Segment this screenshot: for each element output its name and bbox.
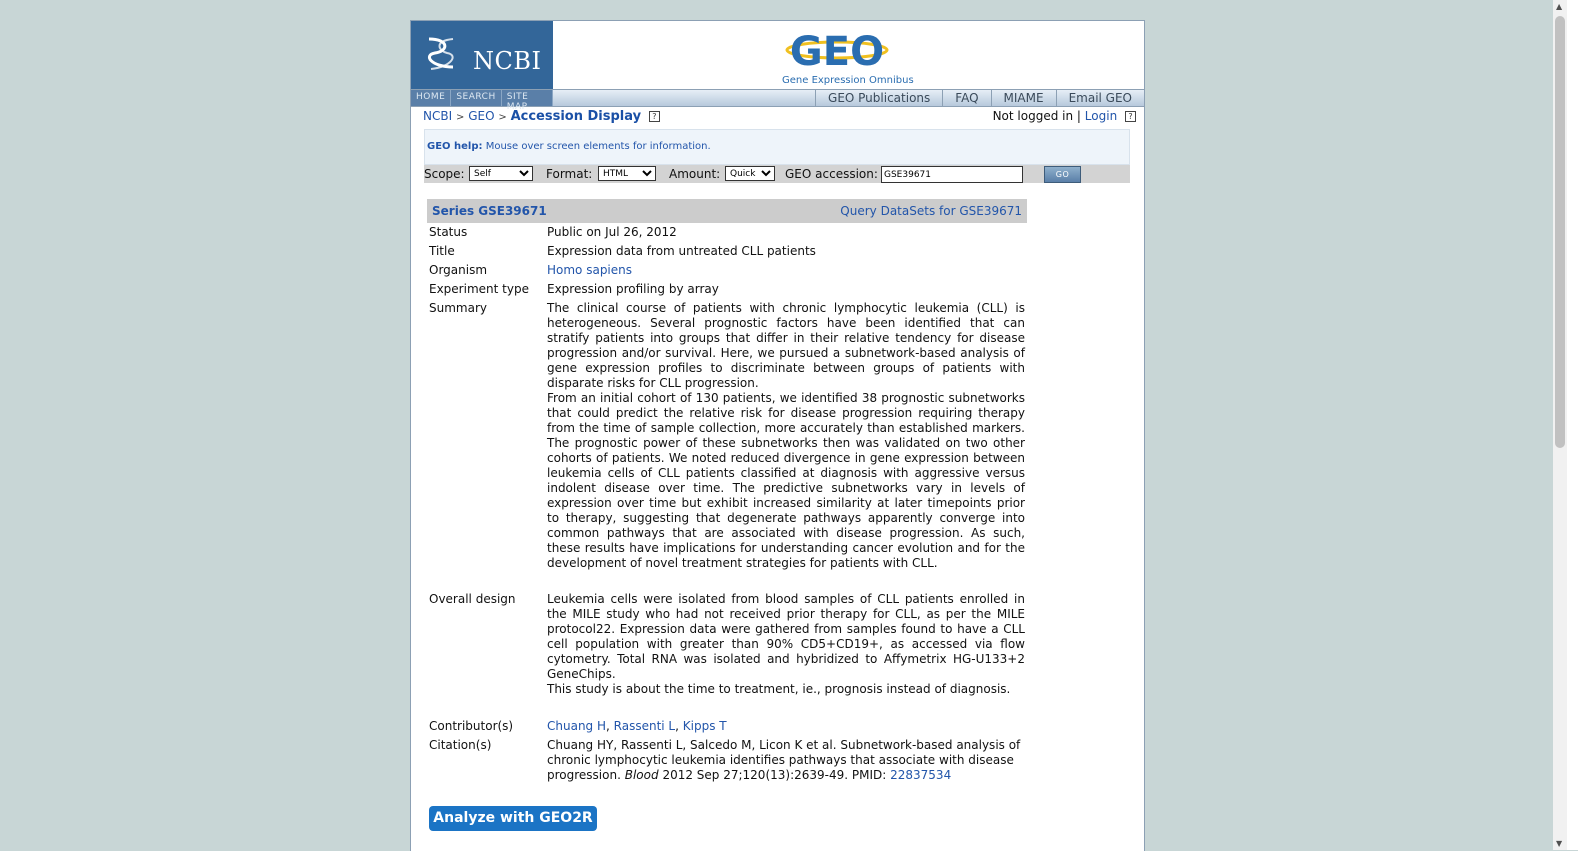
login-divider: |	[1076, 109, 1081, 123]
citation-details: 2012 Sep 27;120(13):2639-49. PMID:	[662, 768, 887, 782]
scope-label: Scope:	[424, 167, 465, 181]
nav-geo-publications[interactable]: GEO Publications	[815, 90, 942, 106]
pmid-link[interactable]: 22837534	[890, 768, 952, 782]
scrollbar[interactable]	[1553, 0, 1567, 850]
organism-label: Organism	[429, 263, 488, 277]
help-text: Mouse over screen elements for information.	[485, 141, 711, 152]
breadcrumb-geo[interactable]: GEO	[468, 109, 495, 123]
accession-label: GEO accession:	[785, 167, 878, 181]
contributor-link[interactable]: Rassenti L	[613, 719, 676, 733]
organism-link[interactable]: Homo sapiens	[547, 263, 633, 277]
nav-faq[interactable]: FAQ	[942, 90, 990, 106]
amount-select[interactable]	[725, 166, 775, 181]
help-label: GEO help:	[427, 141, 483, 152]
nav-email-geo[interactable]: Email GEO	[1056, 90, 1144, 106]
header	[411, 21, 1144, 89]
breadcrumb-separator: >	[498, 112, 507, 123]
help-box	[424, 129, 1130, 165]
page-container	[410, 20, 1145, 851]
series-header	[427, 199, 1027, 223]
go-button[interactable]: GO	[1044, 166, 1081, 183]
citation-body: Chuang HY, Rassenti L, Salcedo M, Licon K et al. Subnetwork-based analysis of chronic lymphocytic leukemia identifies pathways that associate with disease progression.	[547, 738, 1021, 782]
login-area	[993, 109, 1136, 123]
summary-text: The clinical course of patients with chronic lymphocytic leukemia (CLL) is heterogeneous. Several prognostic factors have been identified that can stratify patients into groups that differ in their relative tendency for disease progression and/or survival. Here, we pursued a subnetwork-based analysis of gene expression profiles to discriminate between groups of patients with disparate risks for CLL progression. From an initial cohort of 130 patients, we identified 38 prognostic subnetworks that could predict the relative risk for disease progression requiring therapy from the time of sample collection, more accurately than established markers. The prognostic power of these subnetworks then was validated on two other cohorts of patients. We noted reduced divergence in gene expression between leukemia cells of CLL patients classified at diagnosis with aggressive versus indolent disease over time. The predictive subnetworks vary in levels of expression over time but exhibit increased similarity at later timepoints prior to therapy, suggesting that degenerate pathways apparently converge into common pathways that are associated with disease progression. As such, these results have implications for understanding cancer evolution and for the development of novel treatment strategies for patients with CLL.	[547, 301, 1025, 570]
login-link[interactable]: Login	[1084, 109, 1118, 123]
status-label: Status	[429, 225, 468, 239]
title-value: Expression data from untreated CLL patients	[547, 244, 816, 258]
scroll-up-icon[interactable]: ▲	[1556, 2, 1563, 11]
geo-logo-text: GEO	[789, 29, 885, 73]
scroll-down-icon[interactable]: ▼	[1556, 839, 1563, 848]
help-icon[interactable]: ?	[649, 111, 660, 122]
breadcrumb-current: Accession Display	[510, 109, 642, 124]
overall-design-text: Leukemia cells were isolated from blood samples of CLL patients enrolled in the MILE study who had not received prior therapy for CLL, as per the MILE protocol22. Expression data were gathered from samples found to have a CLL cell population with greater than 90% CD5+CD19+, as accessed via flow cytometry. Total RNA was isolated and hybridized to Affymetrix HG-U133+2 GeneChips. This study is about the time to treatment, ie., prognosis instead of diagnosis.	[547, 592, 1025, 696]
contributor-link[interactable]: Kipps T	[682, 719, 727, 733]
nav-miame[interactable]: MIAME	[991, 90, 1056, 106]
ncbi-nav	[411, 90, 553, 112]
breadcrumb	[423, 109, 660, 124]
experiment-type-label: Experiment type	[429, 282, 529, 296]
format-label: Format:	[546, 167, 593, 181]
amount-label: Amount:	[669, 167, 721, 181]
breadcrumb-separator: >	[455, 112, 465, 123]
help-icon[interactable]: ?	[1125, 111, 1136, 122]
analyze-geo2r-button[interactable]: Analyze with GEO2R	[429, 806, 597, 831]
geo-logo-mark	[781, 27, 893, 73]
format-select[interactable]	[598, 166, 656, 181]
title-label: Title	[429, 244, 455, 258]
dna-helix-icon	[425, 33, 459, 73]
overall-design-label: Overall design	[429, 592, 516, 606]
scrollbar-thumb[interactable]	[1555, 16, 1565, 448]
geo-logo[interactable]	[781, 27, 914, 86]
login-status: Not logged in	[992, 109, 1074, 123]
accession-form	[424, 165, 1130, 183]
citation-text	[547, 738, 1025, 783]
contributor-link[interactable]: Chuang H	[547, 719, 607, 733]
geo-subtitle: Gene Expression Omnibus	[782, 75, 914, 86]
query-datasets-link[interactable]: Query DataSets for GSE39671	[840, 204, 1022, 218]
breadcrumb-ncbi[interactable]: NCBI	[423, 109, 453, 123]
citation-label: Citation(s)	[429, 738, 492, 752]
experiment-type-value: Expression profiling by array	[547, 282, 719, 296]
nav-bar	[411, 89, 1144, 112]
accession-input[interactable]	[881, 166, 1023, 183]
nav-site-map[interactable]: SITE MAP	[502, 90, 553, 106]
scope-select[interactable]	[469, 166, 533, 181]
summary-label: Summary	[429, 301, 487, 315]
contributors-label: Contributor(s)	[429, 719, 514, 733]
nav-search[interactable]: SEARCH	[451, 90, 501, 106]
status-value: Public on Jul 26, 2012	[547, 225, 677, 239]
window-edge	[1567, 0, 1578, 850]
geo-nav	[815, 90, 1144, 106]
citation-journal: Blood	[624, 768, 659, 782]
ncbi-logo[interactable]	[411, 21, 553, 89]
nav-home[interactable]: HOME	[411, 90, 451, 106]
series-title[interactable]: Series GSE39671	[432, 204, 547, 218]
contributors-list: Chuang H, Rassenti L, Kipps T	[547, 719, 727, 733]
ncbi-logo-text: NCBI	[473, 47, 542, 75]
